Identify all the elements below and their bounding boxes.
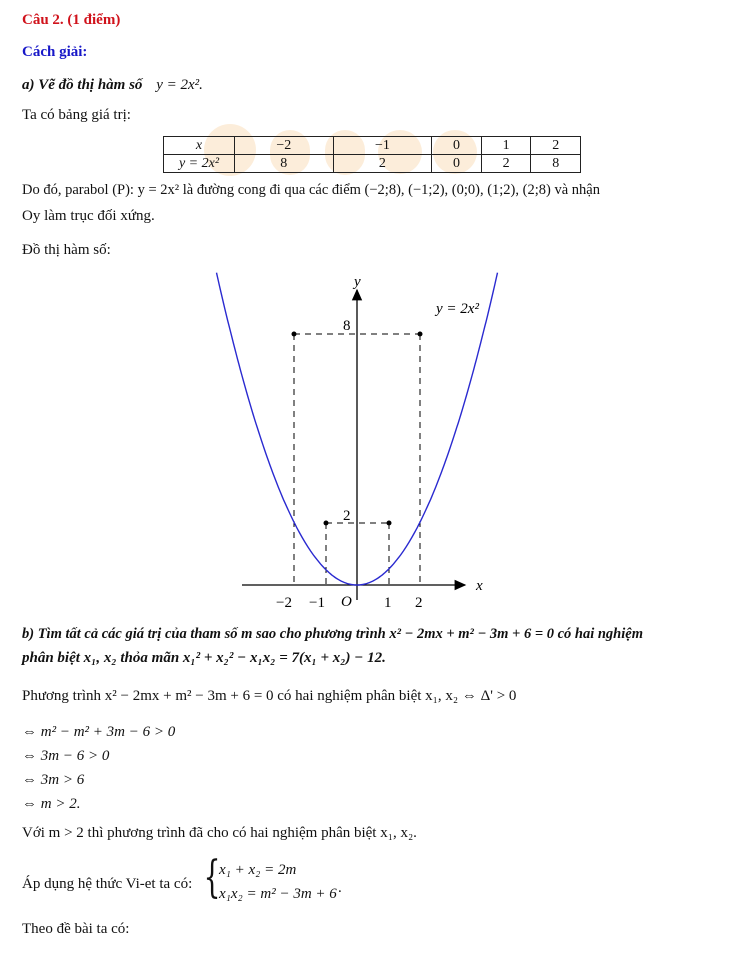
table-header-x: x: [164, 137, 235, 155]
condition-line: Phương trình x² − 2mx + m² − 3m + 6 = 0 có hai nghiệm phân biệt x₁, x₂ ⇔ Δ' > 0: [22, 688, 517, 704]
conclusion-line-1: Do đó, parabol (P): y = 2x² là đường cong đi qua các điểm (−2;8), (−1;2), (0;0), (1;2), (2;8) và nhận: [22, 182, 600, 198]
vieta-end: .: [338, 880, 342, 896]
conclusion-line-2: Oy làm trục đối xứng.: [22, 208, 155, 224]
step-line: ⇔ 3m > 6: [22, 772, 85, 788]
solution-label: Cách giải:: [22, 44, 88, 60]
y-tick-label: 2: [343, 508, 351, 524]
table-cell: 8: [235, 155, 334, 173]
table-cell: 2: [531, 137, 581, 155]
part-b-heading-line-1: b) Tìm tất cả các giá trị của tham số m sao cho phương trình x² − 2mx + m² − 3m + 6 = 0 có hai nghiệm: [22, 626, 643, 642]
x-tick-label: −2: [276, 595, 292, 611]
table-cell: 2: [481, 155, 531, 173]
table-cell: 0: [432, 137, 482, 155]
question-title: Câu 2. (1 điểm): [22, 12, 121, 28]
y-tick-label: 8: [343, 318, 351, 334]
part-a-function: y = 2x².: [156, 77, 203, 93]
graph-intro: Đồ thị hàm số:: [22, 242, 111, 258]
step-line: ⇔ m > 2.: [22, 796, 81, 812]
part-b-heading-line-2: phân biệt x₁, x₂ thỏa mãn x₁² + x₂² − x₁x₂ = 7(x₁ + x₂) − 12.: [22, 650, 386, 666]
x-tick-label: 1: [384, 595, 392, 611]
x-tick-label: 2: [415, 595, 423, 611]
part-a-heading: a) Vẽ đồ thị hàm số: [22, 77, 143, 93]
curve-label: y = 2x²: [436, 301, 479, 317]
system-brace: {: [203, 852, 221, 903]
vieta-intro: Áp dụng hệ thức Vi-et ta có:: [22, 876, 193, 892]
vieta-product: x₁x₂ = m² − 3m + 6: [219, 886, 337, 902]
with-condition-line: Với m > 2 thì phương trình đã cho có hai nghiệm phân biệt x₁, x₂.: [22, 825, 417, 841]
x-tick-label: −1: [309, 595, 325, 611]
table-intro: Ta có bảng giá trị:: [22, 107, 131, 123]
table-cell: 2: [333, 155, 432, 173]
x-axis-label: x: [476, 578, 483, 594]
table-cell: 8: [531, 155, 581, 173]
table-cell: −2: [235, 137, 334, 155]
table-cell: 0: [432, 155, 482, 173]
y-axis-label: y: [354, 274, 361, 290]
origin-label: O: [341, 594, 352, 610]
vieta-sum: x₁ + x₂ = 2m: [219, 862, 297, 878]
table-cell: −1: [333, 137, 432, 155]
step-line: ⇔ 3m − 6 > 0: [22, 748, 110, 764]
final-line: Theo đề bài ta có:: [22, 921, 130, 937]
table-header-y: y = 2x²: [164, 155, 235, 173]
step-line: ⇔ m² − m² + 3m − 6 > 0: [22, 724, 176, 740]
table-cell: 1: [481, 137, 531, 155]
